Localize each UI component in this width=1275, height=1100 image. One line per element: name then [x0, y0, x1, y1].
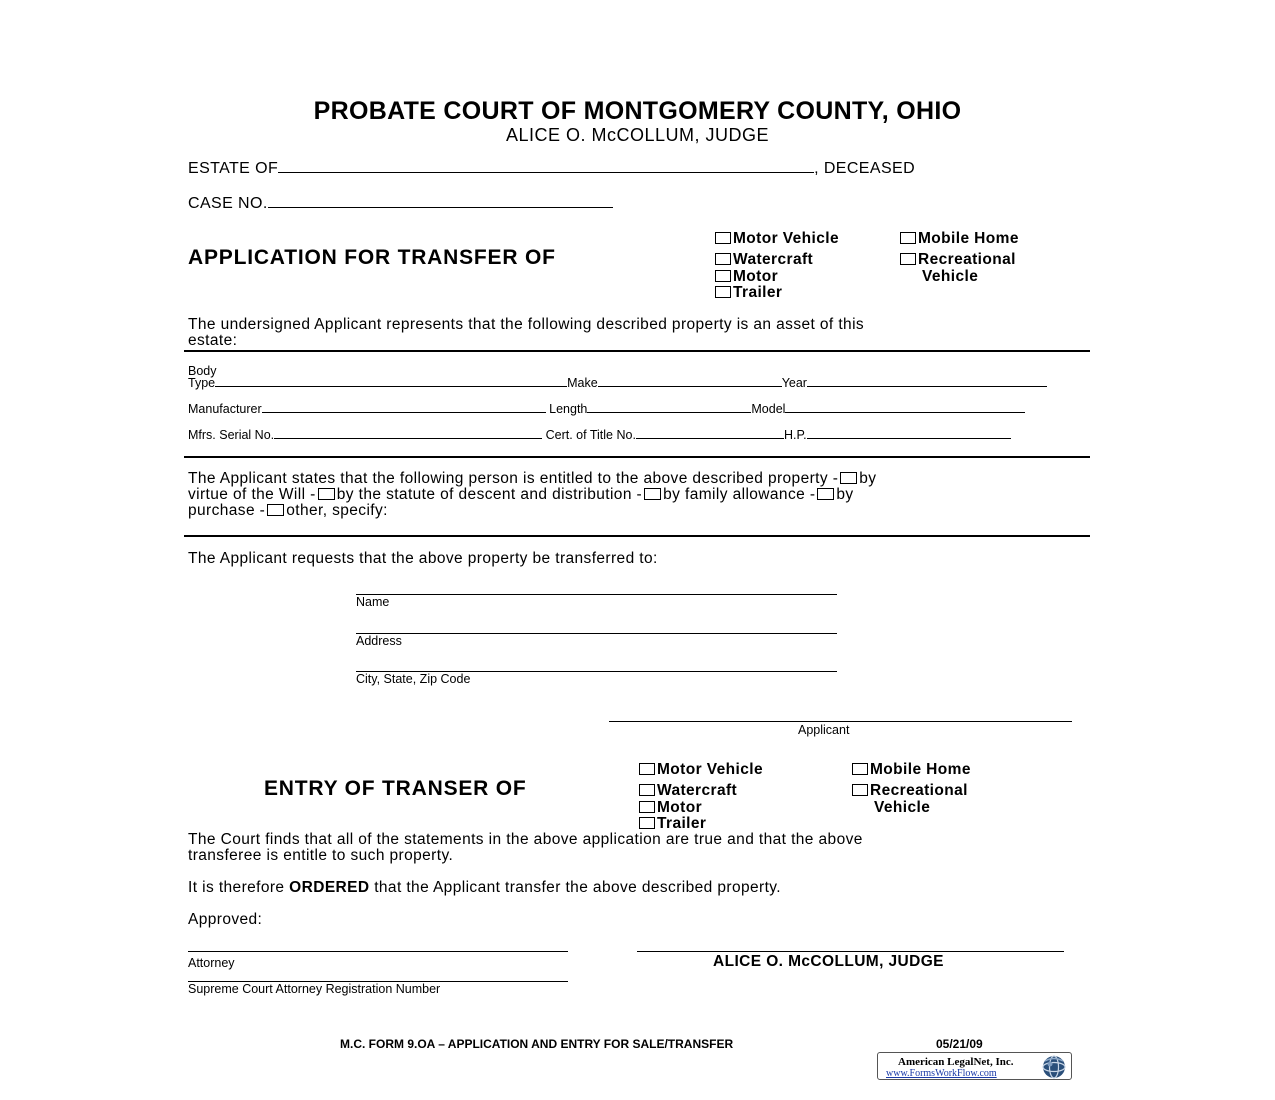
- app-option-vehicle-label: Vehicle: [922, 268, 979, 285]
- statute-checkbox[interactable]: [318, 488, 335, 500]
- case-row: [188, 195, 613, 213]
- entry-option-vehicle-label: Vehicle: [874, 799, 931, 816]
- app-motor-checkbox[interactable]: [715, 270, 731, 282]
- transfer-request: The Applicant requests that the above property be transferred to:: [188, 550, 658, 567]
- entry-option-mobile-home: Mobile Home: [852, 761, 971, 779]
- app-option-motor-vehicle: Motor Vehicle: [715, 230, 839, 248]
- app-trailer-checkbox[interactable]: [715, 286, 731, 298]
- family-allowance-checkbox[interactable]: [644, 488, 661, 500]
- entry-option-watercraft: Watercraft: [639, 782, 737, 800]
- intro-line-1: The undersigned Applicant represents that the following described property is an asset of this: [188, 316, 865, 333]
- entry-option-recreational: Recreational: [852, 782, 968, 800]
- name-label: Name: [356, 595, 390, 609]
- title-number-field[interactable]: [636, 437, 784, 439]
- name-line[interactable]: [356, 594, 837, 595]
- app-watercraft-checkbox[interactable]: [715, 253, 731, 265]
- estate-name-field[interactable]: [278, 171, 814, 173]
- intro-line-2: estate:: [188, 332, 238, 349]
- app-motor-vehicle-checkbox[interactable]: [715, 232, 731, 244]
- deceased-label: , DECEASED: [814, 160, 916, 177]
- entry-option-motor: Motor: [639, 799, 702, 817]
- form-date: 05/21/09: [936, 1037, 983, 1051]
- logo-company-name: American LegalNet, Inc.: [898, 1056, 1014, 1068]
- entitled-line-1: The Applicant states that the following person is entitled to the above described property - by: [188, 470, 877, 487]
- other-checkbox[interactable]: [267, 504, 284, 516]
- divider-3: [184, 535, 1090, 537]
- judge-subtitle: ALICE O. McCOLLUM, JUDGE: [505, 125, 770, 145]
- logo-url-link[interactable]: www.FormsWorkFlow.com: [886, 1068, 997, 1079]
- app-option-watercraft: Watercraft: [715, 251, 813, 269]
- american-legalnet-logo: [877, 1052, 1072, 1080]
- city-state-zip-label: City, State, Zip Code: [356, 672, 471, 686]
- findings-line-2: transferee is entitle to such property.: [188, 847, 454, 864]
- entry-watercraft-checkbox[interactable]: [639, 784, 655, 796]
- app-option-motor: Motor: [715, 268, 778, 286]
- property-row-2: Manufacturer Length Model: [188, 402, 1025, 416]
- length-field[interactable]: [587, 411, 751, 413]
- body-label: Body: [188, 364, 217, 378]
- app-option-trailer: Trailer: [715, 284, 782, 302]
- judge-signature-label: ALICE O. McCOLLUM, JUDGE: [713, 953, 944, 970]
- applicant-label: Applicant: [798, 723, 850, 737]
- attorney-label: Attorney: [188, 956, 235, 970]
- purchase-checkbox[interactable]: [817, 488, 834, 500]
- app-mobile-home-checkbox[interactable]: [900, 232, 916, 244]
- applicant-signature-line[interactable]: [609, 721, 1072, 722]
- divider-2: [184, 456, 1090, 458]
- model-field[interactable]: [785, 411, 1025, 413]
- case-label: CASE NO.: [188, 195, 268, 212]
- attorney-signature-line[interactable]: [188, 951, 568, 952]
- entry-option-motor-vehicle: Motor Vehicle: [639, 761, 763, 779]
- app-recreational-checkbox[interactable]: [900, 253, 916, 265]
- estate-row: [188, 160, 915, 178]
- entry-trailer-checkbox[interactable]: [639, 817, 655, 829]
- entry-recreational-checkbox[interactable]: [852, 784, 868, 796]
- approved-label: Approved:: [188, 911, 263, 928]
- address-label: Address: [356, 634, 402, 648]
- app-option-mobile-home: Mobile Home: [900, 230, 1019, 248]
- case-number-field[interactable]: [268, 206, 613, 208]
- property-row-1: Type Make Year: [188, 376, 1047, 390]
- divider-1: [184, 350, 1090, 352]
- entry-heading: ENTRY OF TRANSER OF: [264, 777, 527, 800]
- hp-field[interactable]: [807, 437, 1011, 439]
- entry-mobile-home-checkbox[interactable]: [852, 763, 868, 775]
- estate-label: ESTATE OF: [188, 160, 279, 177]
- will-checkbox[interactable]: [840, 472, 857, 484]
- application-heading: APPLICATION FOR TRANSFER OF: [188, 246, 556, 269]
- ordered-sentence: It is therefore ORDERED that the Applicant transfer the above described property.: [188, 879, 781, 896]
- registration-label: Supreme Court Attorney Registration Number: [188, 982, 441, 996]
- app-option-recreational: Recreational: [900, 251, 1016, 269]
- address-line[interactable]: [356, 633, 837, 634]
- body-type-field[interactable]: [215, 385, 567, 387]
- entry-motor-vehicle-checkbox[interactable]: [639, 763, 655, 775]
- make-field[interactable]: [598, 385, 782, 387]
- entry-option-trailer: Trailer: [639, 815, 706, 833]
- entitled-line-3: purchase - other, specify:: [188, 502, 388, 519]
- entitled-line-2: virtue of the Will - by the statute of descent and distribution - by family allowance - by: [188, 486, 854, 503]
- property-row-3: Mfrs. Serial No. Cert. of Title No. H.P.: [188, 428, 1011, 442]
- court-title: PROBATE COURT OF MONTGOMERY COUNTY, OHIO: [313, 97, 962, 125]
- form-number: M.C. FORM 9.OA – APPLICATION AND ENTRY FOR SALE/TRANSFER: [340, 1037, 734, 1051]
- manufacturer-field[interactable]: [262, 411, 546, 413]
- globe-icon: [1039, 1054, 1069, 1080]
- serial-field[interactable]: [274, 437, 542, 439]
- year-field[interactable]: [807, 385, 1047, 387]
- entry-motor-checkbox[interactable]: [639, 801, 655, 813]
- findings-line-1: The Court finds that all of the statements in the above application are true and that the above: [188, 831, 863, 848]
- judge-signature-line[interactable]: [637, 951, 1064, 952]
